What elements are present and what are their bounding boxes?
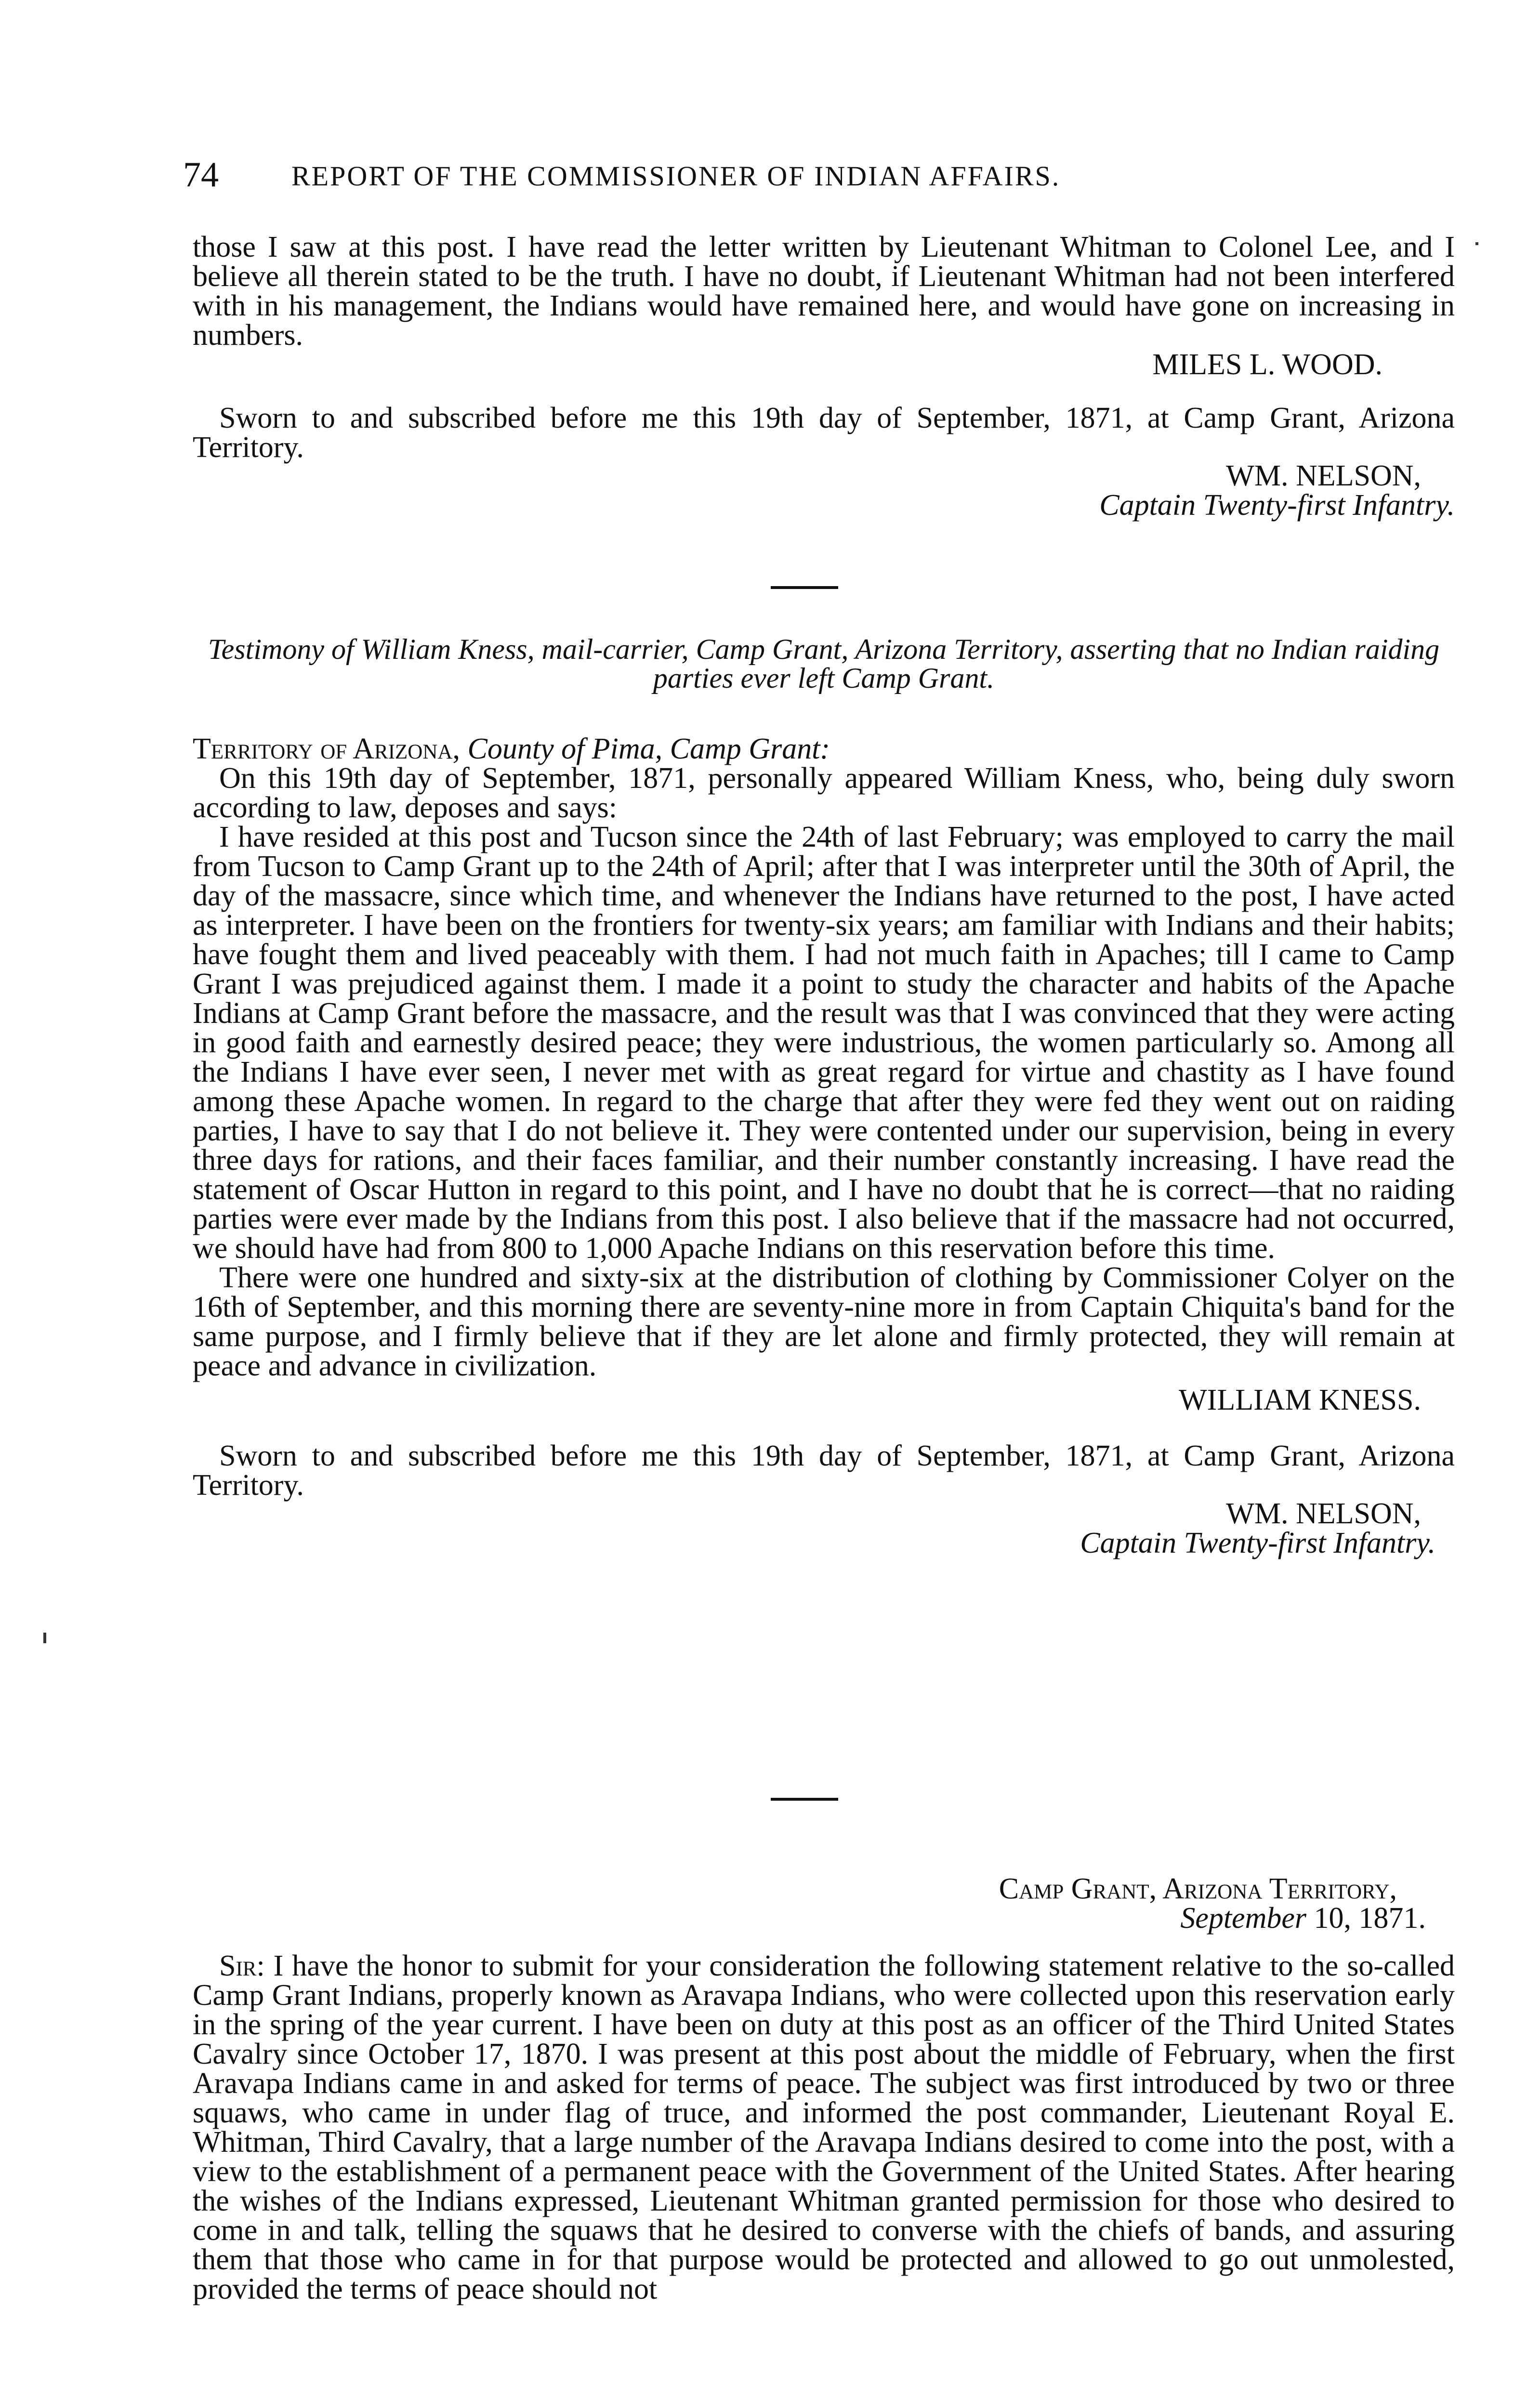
page-header [183, 153, 1368, 196]
kness-sworn-statement: Sworn to and subscribed before me this 19th day of September, 1871, at Camp Grant, Arizona Territory. [193, 1440, 1455, 1502]
wood-officer-name: WM. NELSON, [1226, 459, 1421, 492]
margin-tick [43, 1633, 46, 1643]
kness-intro: On this 19th day of September, 1871, personally appeared William Kness, who, being duly sworn according to law, deposes and says: [193, 762, 1455, 824]
running-head: REPORT OF THE COMMISSIONER OF INDIAN AFFAIRS. [291, 160, 1061, 192]
dateline-day: 10, 1871. [1306, 1902, 1426, 1935]
kness-officer-name: WM. NELSON, [1226, 1497, 1421, 1530]
letter-paragraph: I have the honor to submit for your consideration the following statement relative to the so-called Camp Grant Indians, properly known as Aravapa Indians, who were collected upon this reservation early in the spring of the year current. I have been on duty at this post as an officer of the Third United States Cavalry since October 17, 1870. I was present at this post about the middle of February, when the first Aravapa Indians came in and asked for terms of peace. The subject was first introduced by two or three squaws, who came in under flag of truce, and informed the post commander, Lieutenant Royal E. Whitman, Third Cavalry, that a large number of the Aravapa Indians desired to come into the post, with a view to the establishment of a permanent peace with the Government of the United States. After hearing the wishes of the Indians expressed, Lieutenant Whitman granted permission for those who desired to come in and talk, telling the squaws that he desired to converse with the chiefs of bands, and assuring them that those who came in for that purpose would be protected and allowed to go out unmolested, provided the terms of peace should not [193, 1950, 1455, 2305]
wood-sworn-statement: Sworn to and subscribed before me this 19th day of September, 1871, at Camp Grant, Arizona Territory. [193, 402, 1455, 464]
wood-signature: MILES L. WOOD. [1152, 348, 1382, 381]
wood-closing-paragraph: those I saw at this post. I have read the letter written by Lieutenant Whitman to Colonel Lee, and I believe all therein stated to be the truth. I have no doubt, if Lieutenant Whitman had not been interfered with in his management, the Indians would have remained here, and would have gone on increasing in numbers. [193, 231, 1455, 352]
letter-salutation: Sir: [219, 1950, 265, 1982]
venue-territory: Territory of Arizona, [193, 733, 460, 765]
letter-dateline-date [193, 1904, 1455, 1933]
kness-paragraph-1: I have resided at this post and Tucson since the 24th of last February; was employed to carry the mail from Tucson to Camp Grant up to the 24th of April; after that I was interpreter until the 30th of April, the day of the massacre, since which time, and whenever the Indians have returned to the post, I have acted as interpreter. I have been on the frontiers for twenty-six years; am familiar with Indians and their habits; have fought them and lived peaceably with them. I had not much faith in Apaches; till I came to Camp Grant I was prejudiced against them. I made it a point to study the character and habits of the Apache Indians at Camp Grant before the massacre, and the result was that I was convinced that they were acting in good faith and earnestly desired peace; they were industrious, the women particularly so. Among all the Indians I have ever seen, I never met with as great regard for virtue and chastity as I have found among these Apache women. In regard to the charge that after they were fed they went out on raiding parties, I have to say that I do not believe it. They were contented under our supervision, being in every three days for rations, and their faces familiar, and their number constantly increasing. I have read the statement of Oscar Hutton in regard to this point, and I have no doubt that he is correct—that no raiding parties were ever made by the Indians from this post. I also believe that if the massacre had not occurred, we should have had from 800 to 1,000 Apache Indians on this reservation before this time. [193, 821, 1455, 1265]
page-number: 74 [183, 155, 219, 195]
camp-grant-letter [193, 1874, 1455, 2304]
margin-speck [1475, 242, 1478, 245]
kness-caption: Testimony of William Kness, mail-carrier, Camp Grant, Arizona Territory, asserting that no Indian raiding parties ever left Camp Grant. [208, 633, 1440, 694]
section-divider-1 [771, 586, 838, 589]
wood-testimony-end [193, 233, 1455, 520]
kness-testimony [193, 734, 1455, 1558]
venue-county: County of Pima, Camp Grant: [460, 733, 830, 765]
kness-venue [193, 734, 1455, 764]
kness-officer-title: Captain Twenty-first Infantry. [1080, 1527, 1435, 1559]
kness-paragraph-2: There were one hundred and sixty-six at the distribution of clothing by Commissioner Colyer on the 16th of September, and this morning there are seventy-nine more in from Captain Chiquita's band for the same purpose, and I firmly believe that if they are let alone and firmly protected, they will remain at peace and advance in civilization. [193, 1261, 1455, 1382]
letter-body [193, 1951, 1455, 2304]
wood-officer-title: Captain Twenty-first Infantry. [1099, 489, 1455, 522]
section-divider-2 [771, 1798, 838, 1801]
letter-dateline-place: Camp Grant, Arizona Territory, [999, 1872, 1397, 1905]
dateline-month: September [1180, 1902, 1306, 1935]
kness-signature: WILLIAM KNESS. [1179, 1384, 1421, 1416]
